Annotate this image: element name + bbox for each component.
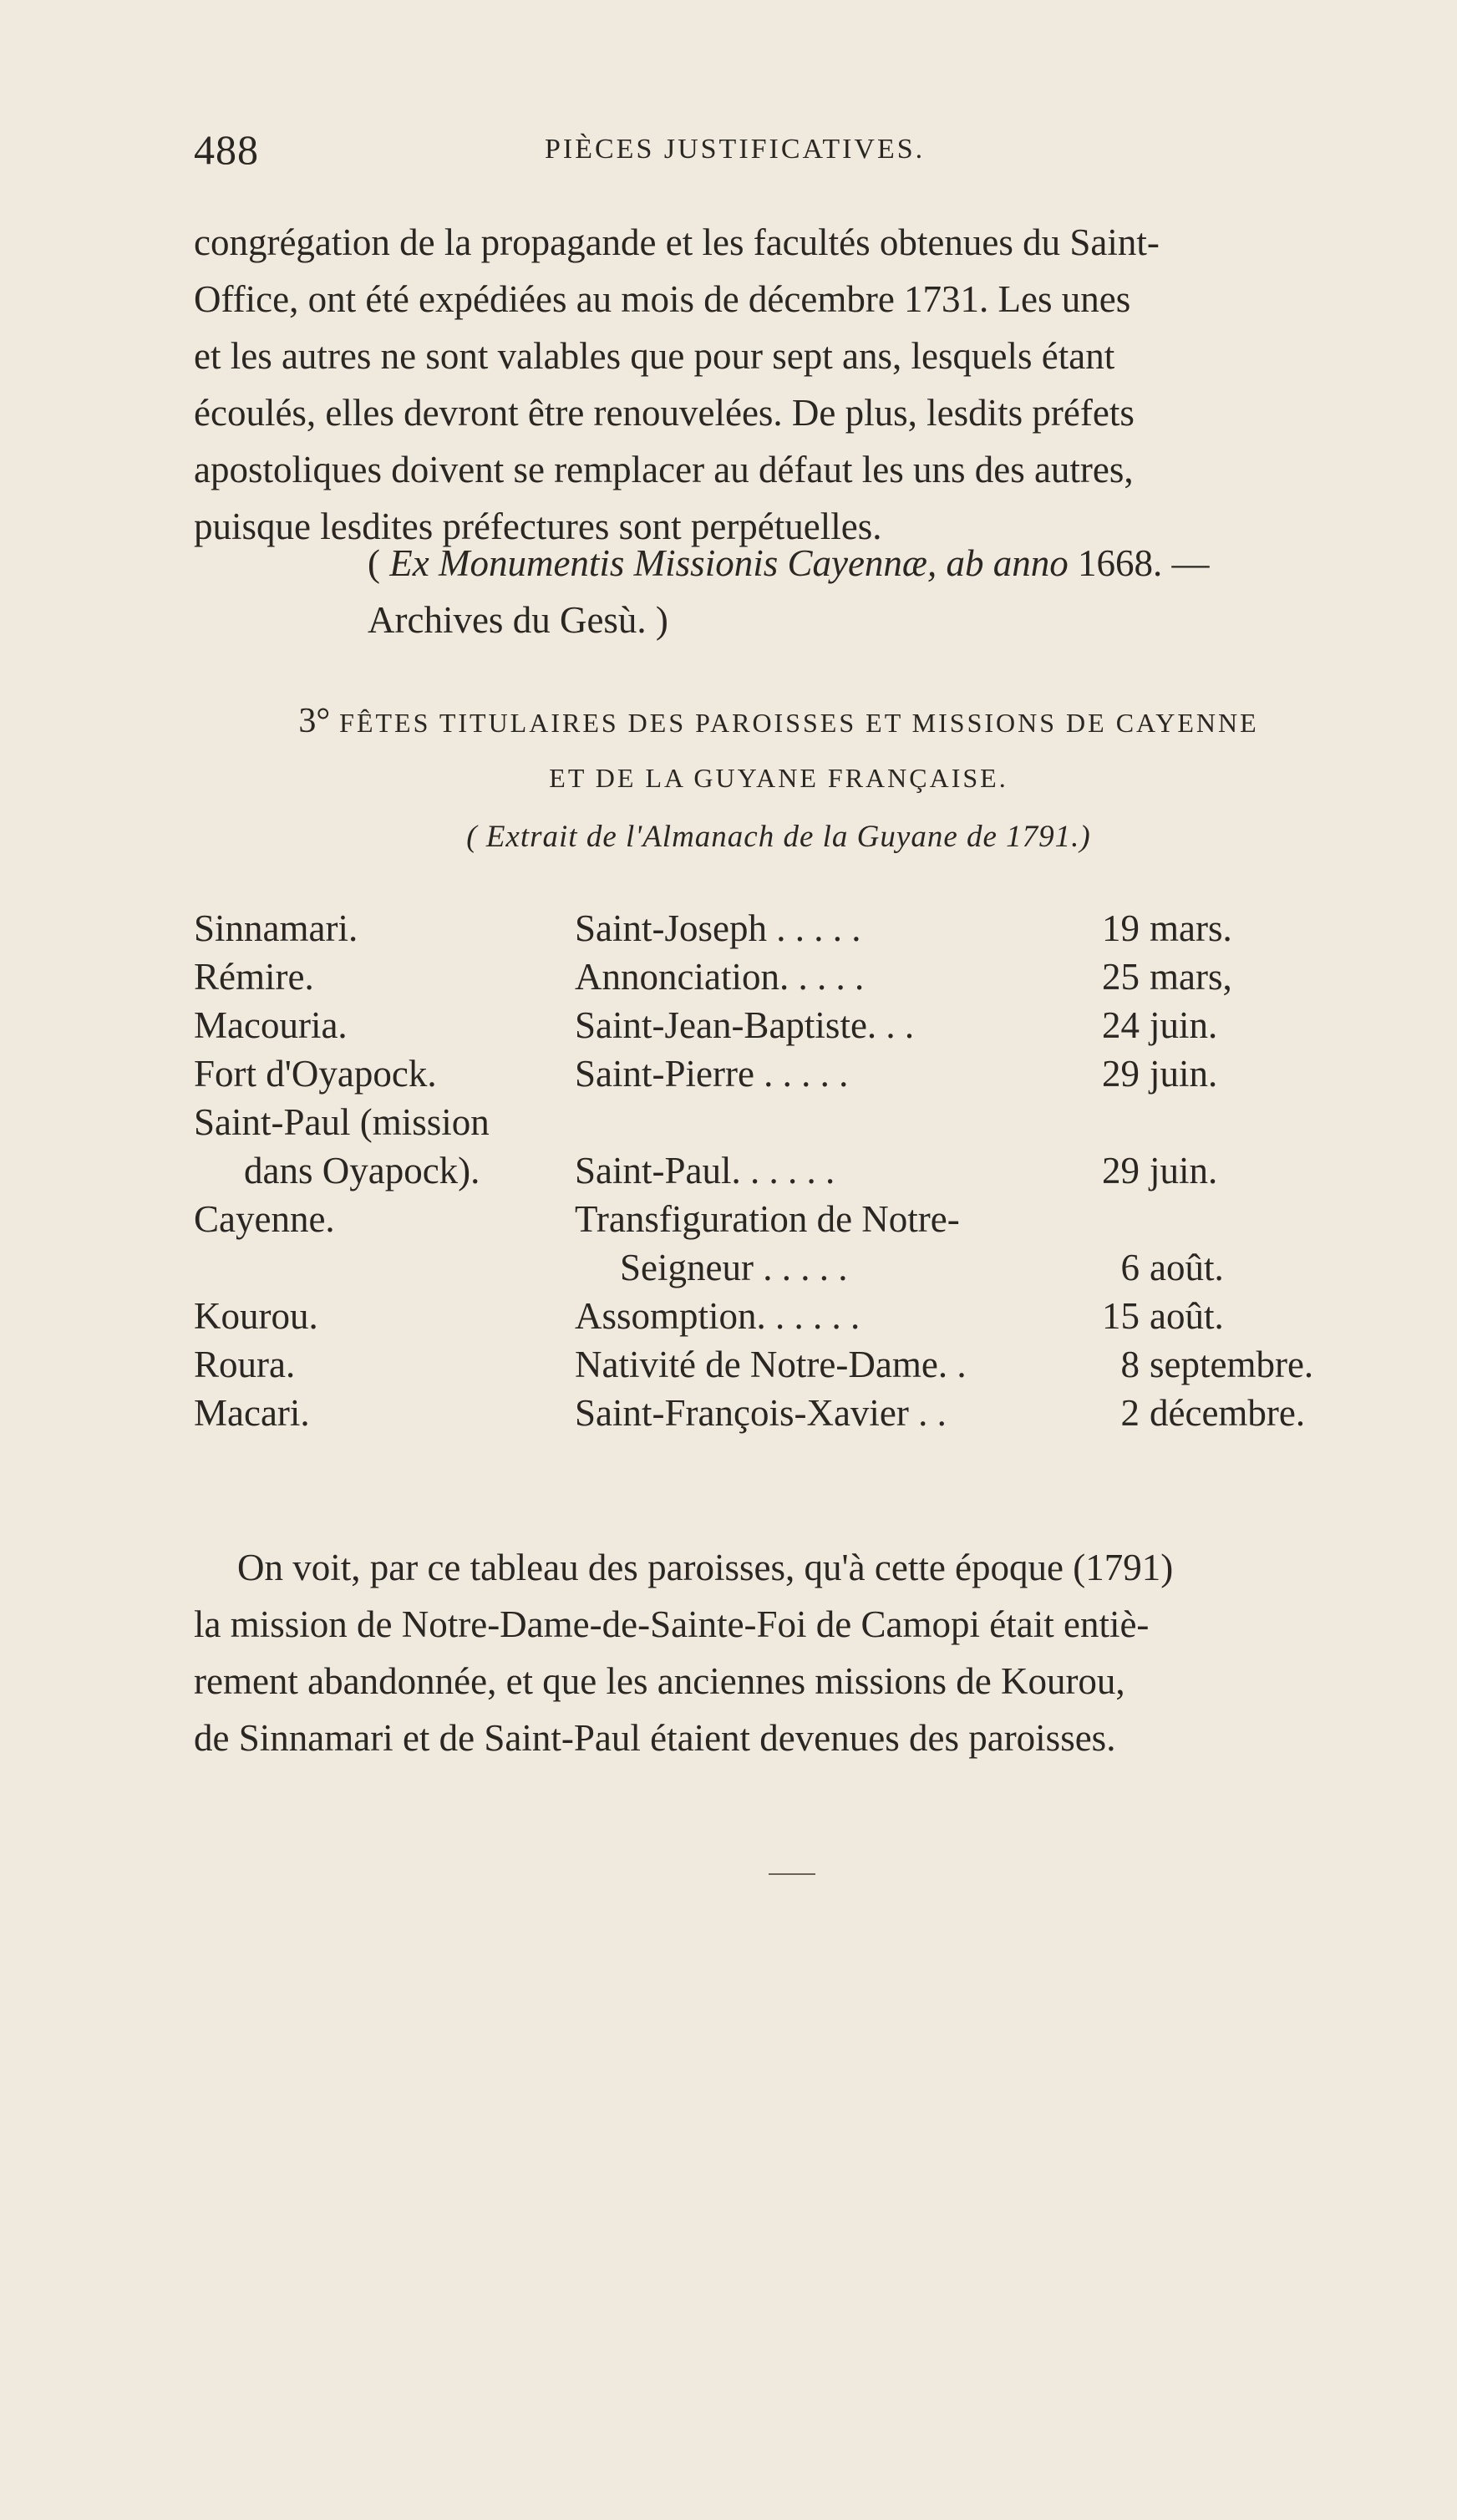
feast-day: 8 — [1120, 1344, 1140, 1385]
text-line: et les autres ne sont valables que pour sept ans, lesquels étant — [194, 335, 1115, 377]
feast-month: août. — [1150, 1247, 1224, 1288]
section-heading-line-1 — [194, 694, 1363, 750]
patron-feast: Transfiguration de Notre- — [575, 1198, 960, 1240]
feast-day: 19 — [1102, 907, 1140, 949]
table-row — [194, 1340, 1380, 1389]
table-row — [194, 1195, 1380, 1243]
citation-line-1 — [368, 535, 1345, 592]
place-name: Macouria. — [194, 1004, 348, 1046]
place-name: Roura. — [194, 1344, 296, 1385]
section-title-2: ET DE LA GUYANE FRANÇAISE. — [549, 763, 1008, 793]
feast-day: 25 — [1102, 956, 1140, 998]
feast-day: 6 — [1120, 1247, 1140, 1288]
text-line: On voit, par ce tableau des paroisses, qu'à cette époque (1791) — [237, 1547, 1174, 1588]
bottom-paragraph — [194, 1539, 1363, 1766]
patron-feast: Annonciation. . . . . — [575, 956, 865, 998]
table-row — [194, 1049, 1380, 1098]
citation — [368, 535, 1345, 648]
patron-feast: Seigneur . . . . . — [620, 1247, 848, 1288]
place-name: Cayenne. — [194, 1198, 335, 1240]
table-row — [194, 1001, 1380, 1049]
text-line: rement abandonnée, et que les anciennes missions de Kourou, — [194, 1660, 1125, 1702]
citation-line-2: Archives du Gesù. ) — [368, 599, 668, 641]
text-line: Office, ont été expédiées au mois de décembre 1731. Les unes — [194, 278, 1131, 320]
place-name: Sinnamari. — [194, 907, 358, 949]
place-name: Rémire. — [194, 956, 314, 998]
table-row — [194, 1292, 1380, 1340]
top-paragraph — [194, 214, 1363, 555]
page-header — [194, 125, 1363, 184]
table-row — [194, 953, 1380, 1001]
citation-year: 1668. — — [1068, 542, 1210, 584]
section-number: 3° — [298, 702, 331, 740]
patron-feast: Saint-Joseph . . . . . — [575, 907, 861, 949]
feast-day: 29 — [1102, 1053, 1140, 1095]
source-note: ( Extrait de l'Almanach de la Guyane de 1791.) — [466, 820, 1091, 854]
feast-month: mars, — [1150, 956, 1232, 998]
text-line: apostoliques doivent se remplacer au défaut les uns des autres, — [194, 449, 1134, 490]
feast-table — [194, 904, 1380, 1437]
patron-feast: Assomption. . . . . . — [575, 1295, 860, 1337]
place-name: Saint-Paul (mission — [194, 1101, 490, 1143]
table-row — [194, 1389, 1380, 1437]
feast-day: 2 — [1120, 1392, 1140, 1434]
place-name: dans Oyapock). — [244, 1150, 480, 1191]
patron-feast: Saint-Paul. . . . . . — [575, 1150, 835, 1191]
table-row — [194, 904, 1380, 953]
closing-rule — [769, 1873, 815, 1875]
patron-feast: Saint-Pierre . . . . . — [575, 1053, 849, 1095]
patron-feast: Saint-François-Xavier . . — [575, 1392, 947, 1434]
feast-month: juin. — [1150, 1004, 1218, 1046]
text-line: congrégation de la propagande et les facultés obtenues du Saint- — [194, 221, 1160, 263]
text-line: la mission de Notre-Dame-de-Sainte-Foi de Camopi était entiè- — [194, 1603, 1150, 1645]
feast-day: 24 — [1102, 1004, 1140, 1046]
feast-month: juin. — [1150, 1150, 1218, 1191]
running-head: PIÈCES JUSTIFICATIVES. — [545, 134, 926, 165]
patron-feast: Nativité de Notre-Dame. . — [575, 1344, 967, 1385]
text-line: puisque lesdites préfectures sont perpétuelles. — [194, 506, 882, 547]
table-row — [194, 1098, 1380, 1146]
feast-day: 29 — [1102, 1150, 1140, 1191]
patron-feast: Saint-Jean-Baptiste. . . — [575, 1004, 915, 1046]
text-line: écoulés, elles devront être renouvelées. De plus, lesdits préfets — [194, 392, 1135, 434]
page-number: 488 — [194, 126, 259, 173]
place-name: Fort d'Oyapock. — [194, 1053, 437, 1095]
section-heading — [194, 694, 1363, 805]
feast-day: 15 — [1102, 1295, 1140, 1337]
place-name: Kourou. — [194, 1295, 318, 1337]
table-row — [194, 1243, 1380, 1292]
place-name: Macari. — [194, 1392, 310, 1434]
table-row — [194, 1146, 1380, 1195]
citation-title: Ex Monumentis Missionis Cayennæ, ab anno — [389, 542, 1069, 584]
section-title-1: FÊTES TITULAIRES DES PAROISSES ET MISSIONS DE CAYENNE — [339, 708, 1259, 738]
feast-month: décembre. — [1150, 1392, 1306, 1434]
feast-month: juin. — [1150, 1053, 1218, 1095]
feast-month: septembre. — [1150, 1344, 1314, 1385]
text-line: de Sinnamari et de Saint-Paul étaient devenues des paroisses. — [194, 1717, 1116, 1759]
citation-open: ( — [368, 542, 390, 584]
feast-month: mars. — [1150, 907, 1232, 949]
feast-month: août. — [1150, 1295, 1224, 1337]
